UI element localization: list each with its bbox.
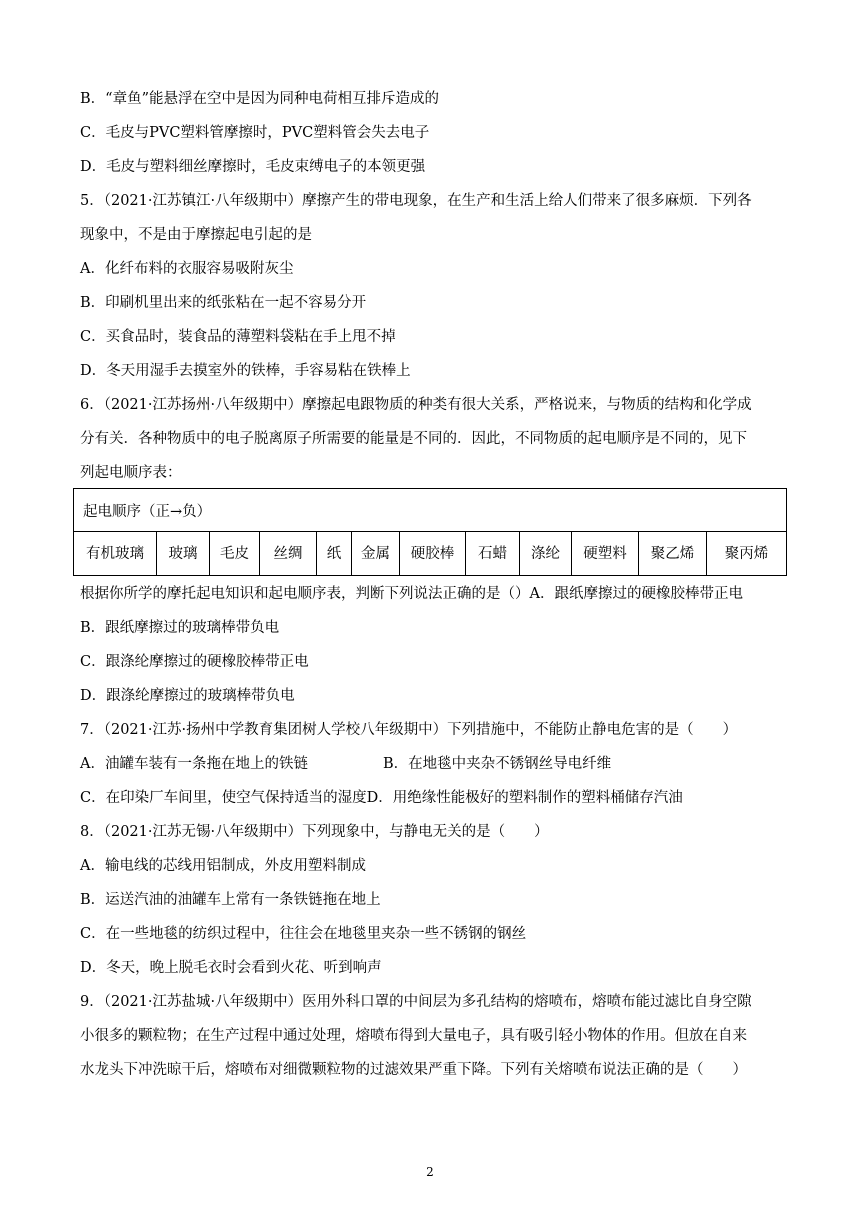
q7-option-a: A．油罐车装有一条拖在地上的铁链 [80, 756, 308, 772]
q6-question-line: 根据你所学的摩托起电知识和起电顺序表，判断下列说法正确的是（）A．跟纸摩擦过的硬橡胶棒带正电 [80, 586, 743, 602]
q8-option-c: C．在一些地毯的纺织过程中，往往会在地毯里夹杂一些不锈钢的钢丝 [80, 926, 527, 942]
q4-option-c: C．毛皮与PVC塑料管摩擦时，PVC塑料管会失去电子 [80, 125, 430, 141]
q5-option-b: B．印刷机里出来的纸张粘在一起不容易分开 [80, 295, 367, 311]
q7-option-c: C．在印染厂车间里，使空气保持适当的湿度 [80, 790, 367, 806]
table-cell: 金属 [352, 532, 400, 576]
q5-option-c: C．买食品时，装食品的薄塑料袋粘在手上甩不掉 [80, 329, 396, 345]
q8-option-a: A．输电线的芯线用铝制成，外皮用塑料制成 [80, 858, 366, 874]
q8-option-b: B．运送汽油的油罐车上常有一条铁链拖在地上 [80, 892, 381, 908]
charging-order-table [73, 488, 787, 576]
q5-option-d: D．冬天用湿手去摸室外的铁棒，手容易粘在铁棒上 [80, 363, 411, 379]
table-material-row [74, 532, 786, 576]
table-cell: 丝绸 [260, 532, 317, 576]
q5-option-a: A．化纤布料的衣服容易吸附灰尘 [80, 261, 294, 277]
table-header-row [74, 489, 786, 532]
q5-stem-line-2: 现象中，不是由于摩擦起电引起的是 [80, 227, 312, 243]
q9-stem-line-1: 9．（2021·江苏盐城·八年级期中）医用外科口罩的中间层为多孔结构的熔喷布，熔喷布能过滤比自身空隙 [80, 994, 752, 1010]
page-number: 2 [426, 1165, 434, 1179]
q9-stem-line-3: 水龙头下冲洗晾干后，熔喷布对细微颗粒物的过滤效果严重下降。下列有关熔喷布说法正确的是（ ） [80, 1062, 747, 1078]
table-cell: 聚乙烯 [639, 532, 707, 576]
q8-option-d: D．冬天，晚上脱毛衣时会看到火花、听到响声 [80, 960, 382, 976]
table-cell: 石蜡 [466, 532, 520, 576]
q4-option-d: D．毛皮与塑料细丝摩擦时，毛皮束缚电子的本领更强 [80, 159, 426, 175]
q8-stem: 8．（2021·江苏无锡·八年级期中）下列现象中，与静电无关的是（ ） [80, 824, 549, 840]
table-cell: 纸 [317, 532, 352, 576]
q6-option-b: B．跟纸摩擦过的玻璃棒带负电 [80, 620, 280, 636]
q7-option-d: D．用绝缘性能极好的塑料制作的塑料桶储存汽油 [366, 790, 683, 806]
q6-stem-line-3: 列起电顺序表： [80, 465, 182, 481]
table-cell: 毛皮 [210, 532, 260, 576]
q7-options-row-2 [80, 788, 683, 808]
q6-stem-line-2: 分有关．各种物质中的电子脱离原子所需要的能量是不同的．因此，不同物质的起电顺序是不同的，见下 [80, 431, 747, 447]
table-cell: 硬胶棒 [400, 532, 466, 576]
q5-stem-line-1: 5．（2021·江苏镇江·八年级期中）摩擦产生的带电现象，在生产和生活上给人们带来了很多麻烦．下列各 [80, 193, 752, 209]
q9-stem-line-2: 小很多的颗粒物；在生产过程中通过处理，熔喷布得到大量电子，具有吸引轻小物体的作用。但放在自来 [80, 1028, 747, 1044]
q6-stem-line-1: 6．（2021·江苏扬州·八年级期中）摩擦起电跟物质的种类有很大关系，严格说来，与物质的结构和化学成 [80, 397, 752, 413]
table-cell: 有机玻璃 [74, 532, 157, 576]
q6-option-c: C．跟涤纶摩擦过的硬橡胶棒带正电 [80, 654, 309, 670]
q6-option-d: D．跟涤纶摩擦过的玻璃棒带负电 [80, 688, 295, 704]
table-cell: 硬塑料 [572, 532, 639, 576]
table-cell: 玻璃 [157, 532, 210, 576]
q7-stem: 7．（2021·江苏·扬州中学教育集团树人学校八年级期中）下列措施中，不能防止静电危害的是（ ） [80, 722, 738, 738]
table-cell: 涤纶 [520, 532, 572, 576]
q7-option-b: B．在地毯中夹杂不锈钢丝导电纤维 [383, 756, 612, 772]
table-header-text: 起电顺序（正→负） [83, 504, 212, 520]
table-cell: 聚丙烯 [724, 546, 769, 562]
q7-options-row-1 [80, 754, 611, 774]
q4-option-b: B．“章鱼”能悬浮在空中是因为同种电荷相互排斥造成的 [80, 91, 439, 107]
